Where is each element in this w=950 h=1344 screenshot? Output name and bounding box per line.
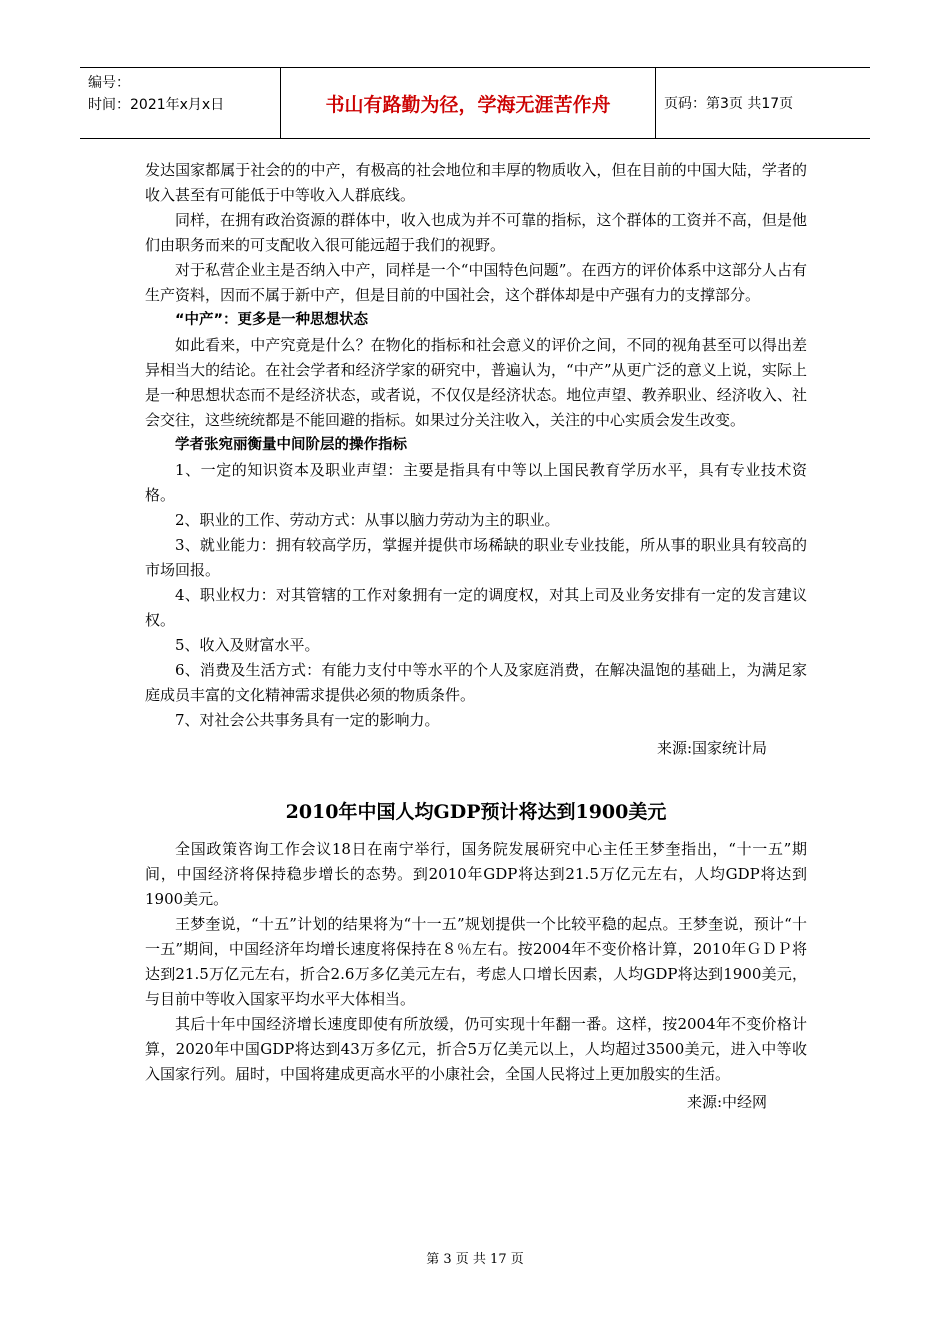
paragraph: 其后十年中国经济增长速度即使有所放缓，仍可实现十年翻一番。这样，按2004年不变价格计算，2020年中国GDP将达到43万多亿元，折合5万亿美元以上，人均超过3500美元，进入中等收入国家行列。届时，中国将建成更高水平的小康社会，全国人民将过上更加殷实的生活。 bbox=[145, 1015, 807, 1083]
source-note: 来源:国家统计局 bbox=[656, 739, 767, 757]
header-meta bbox=[80, 68, 281, 138]
list-item: 3、就业能力：拥有较高学历，掌握并提供市场稀缺的职业专业技能，所从事的职业具有较高的市场回报。 bbox=[145, 536, 807, 579]
list-item: 4、职业权力：对其管辖的工作对象拥有一定的调度权，对其上司及业务安排有一定的发言建议权。 bbox=[145, 586, 807, 629]
document-body bbox=[145, 158, 807, 1115]
subheading: “中产”：更多是一种思想状态 bbox=[175, 312, 369, 328]
time-label: 时间：2021年x月x日 bbox=[88, 97, 225, 113]
paragraph: 王梦奎说，“十五”计划的结果将为“十一五”规划提供一个比较平稳的起点。王梦奎说，预计“十一五”期间，中国经济年均增长速度将保持在８％左右。按2004年不变价格计算，2010年ＧＤＰ将达到21.5万亿元左右，折合2.6万多亿美元左右，考虑人口增长因素，人均GDP将达到1900美元，与目前中等收入国家平均水平大体相当。 bbox=[145, 915, 807, 1008]
page-footer: 第 3 页 共 17 页 bbox=[426, 1252, 524, 1267]
list-item: 1、一定的知识资本及职业声望：主要是指具有中等以上国民教育学历水平，具有专业技术资格。 bbox=[145, 461, 807, 504]
source-note: 来源:中经网 bbox=[686, 1093, 767, 1111]
paragraph: 发达国家都属于社会的的中产，有极高的社会地位和丰厚的物质收入，但在目前的中国大陆，学者的收入甚至有可能低于中等收入人群底线。 bbox=[145, 161, 807, 204]
header-page-info: 页码：第3页 共17页 bbox=[664, 96, 794, 112]
page-header bbox=[80, 67, 870, 139]
article-title: 2010年中国人均GDP预计将达到1900美元 bbox=[285, 801, 667, 823]
list-item: 7、对社会公共事务具有一定的影响力。 bbox=[175, 711, 440, 729]
header-motto: 书山有路勤为径，学海无涯苦作舟 bbox=[281, 68, 656, 138]
paragraph: 同样，在拥有政治资源的群体中，收入也成为并不可靠的指标，这个群体的工资并不高，但是他们由职务而来的可支配收入很可能远超于我们的视野。 bbox=[145, 211, 807, 254]
list-item: 6、消费及生活方式：有能力支付中等水平的个人及家庭消费，在解决温饱的基础上，为满足家庭成员丰富的文化精神需求提供必须的物质条件。 bbox=[145, 661, 807, 704]
paragraph: 如此看来，中产究竟是什么？在物化的指标和社会意义的评价之间，不同的视角甚至可以得出差异相当大的结论。在社会学者和经济学家的研究中，普遍认为，“中产”从更广泛的意义上说，实际上是一种思想状态而不是经济状态，或者说，不仅仅是经济状态。地位声望、教养职业、经济收入、社会交往，这些统统都是不能回避的指标。如果过分关注收入，关注的中心实质会发生改变。 bbox=[145, 336, 807, 429]
subheading: 学者张宛丽衡量中间阶层的操作指标 bbox=[175, 437, 407, 453]
number-label: 编号： bbox=[88, 75, 130, 91]
paragraph: 全国政策咨询工作会议18日在南宁举行，国务院发展研究中心主任王梦奎指出，“十一五”期间，中国经济将保持稳步增长的态势。到2010年GDP将达到21.5万亿元左右，人均GDP将达到1900美元。 bbox=[145, 840, 807, 908]
list-item: 5、收入及财富水平。 bbox=[175, 636, 320, 654]
list-item: 2、职业的工作、劳动方式：从事以脑力劳动为主的职业。 bbox=[175, 511, 560, 529]
paragraph: 对于私营企业主是否纳入中产，同样是一个“中国特色问题”。在西方的评价体系中这部分人占有生产资料，因而不属于新中产，但是目前的中国社会，这个群体却是中产强有力的支撑部分。 bbox=[145, 261, 807, 304]
